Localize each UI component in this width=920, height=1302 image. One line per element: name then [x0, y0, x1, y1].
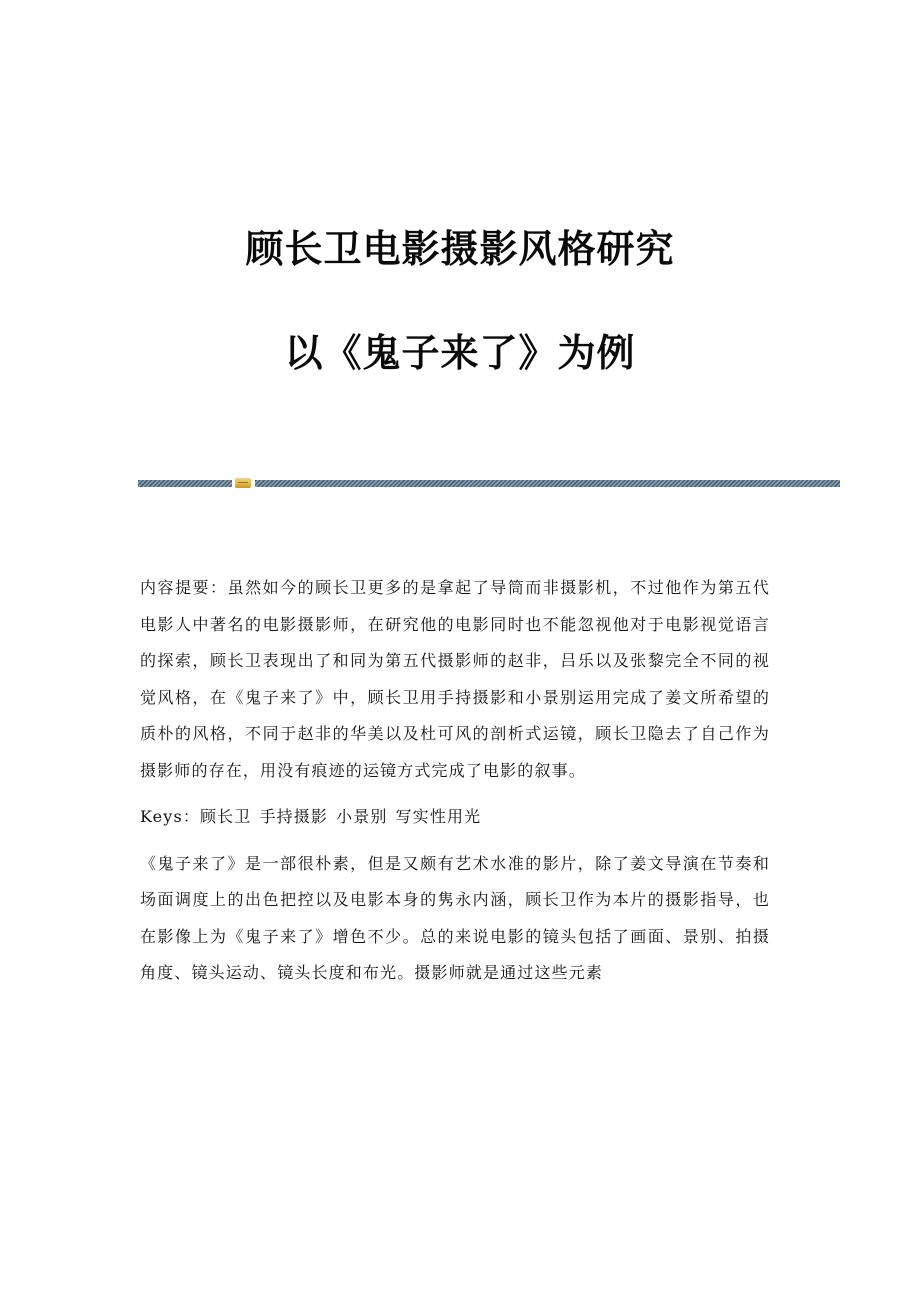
body-paragraph: 《鬼子来了》是一部很朴素，但是又颇有艺术水准的影片，除了姜文导演在节奏和场面调度上的出色把控以及电影本身的隽永内涵，顾长卫作为本片的摄影指导，也在影像上为《鬼子来了》增色不少。总的来说电影的镜头包括了画面、景别、拍摄角度、镜头运动、镜头长度和布光。摄影师就是通过这些元素	[140, 853, 770, 982]
document-title: 顾长卫电影摄影风格研究	[245, 227, 675, 271]
divider-bar-left	[138, 480, 232, 487]
abstract-text: 虽然如今的顾长卫更多的是拿起了导筒而非摄影机，不过他作为第五代电影人中著名的电影摄影师，在研究他的电影同时也不能忽视他对于电影视觉语言的探索，顾长卫表现出了和同为第五代摄影师的赵非，吕乐以及张黎完全不同的视觉风格，在《鬼子来了》中，顾长卫用手持摄影和小景别运用完成了姜文所希望的质朴的风格，不同于赵非的华美以及杜可风的剖析式运镜，顾长卫隐去了自己作为摄影师的存在，用没有痕迹的运镜方式完成了电影的叙事。	[140, 578, 770, 780]
keyword-item: 写实性用光	[395, 807, 482, 826]
keyword-item: 手持摄影	[259, 807, 329, 826]
keyword-item: 小景别	[336, 807, 388, 826]
abstract-label: 内容提要：	[140, 578, 228, 597]
keywords-label: Keys：	[140, 807, 200, 826]
keywords-paragraph	[140, 799, 770, 836]
abstract-paragraph	[140, 570, 770, 789]
document-subtitle: 以《鬼子来了》为例	[284, 331, 636, 375]
divider-ornament-icon	[235, 478, 251, 488]
divider-bar-right	[255, 480, 840, 487]
title-divider	[138, 478, 840, 488]
document-body	[140, 570, 770, 992]
keyword-item: 顾长卫	[200, 807, 252, 826]
